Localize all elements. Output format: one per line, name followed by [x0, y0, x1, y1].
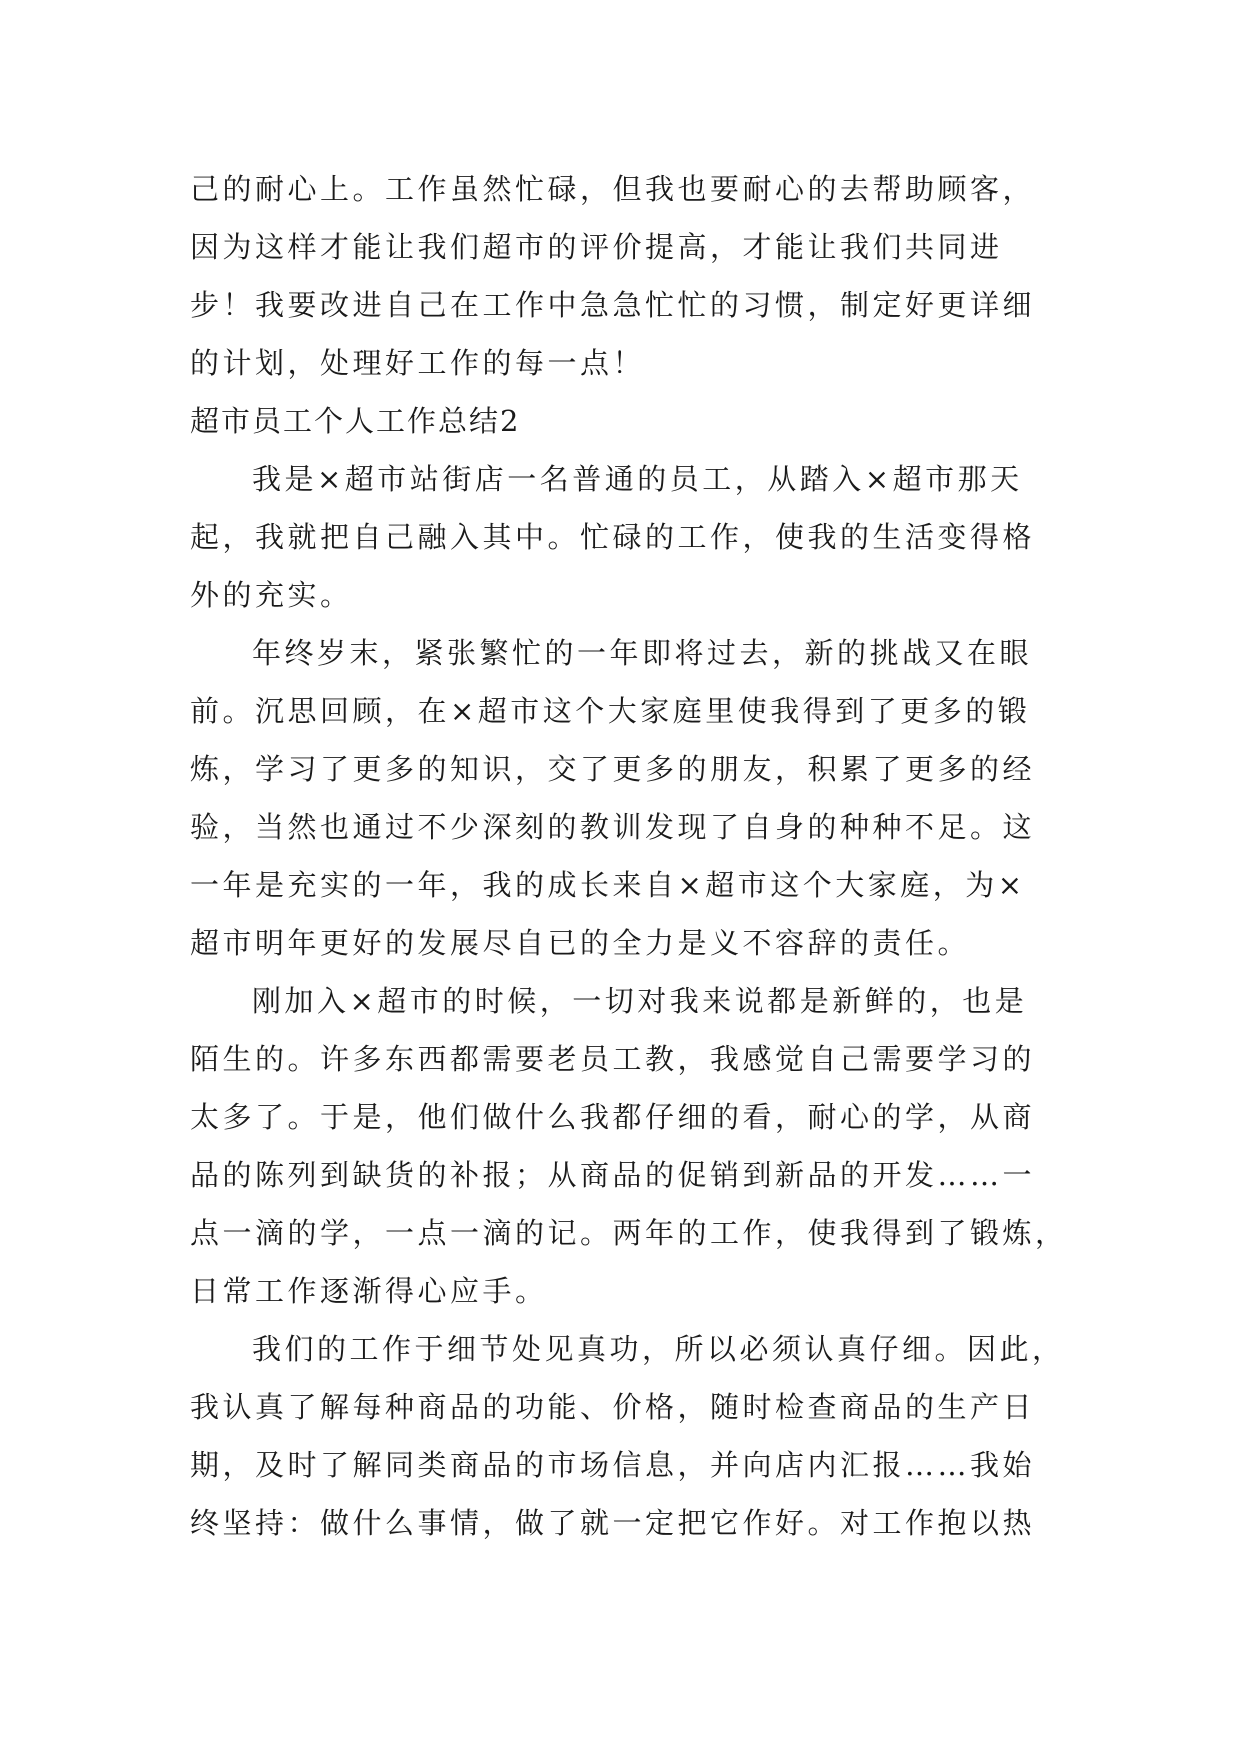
text-line: 外的充实。: [190, 578, 353, 612]
text-line: 我认真了解每种商品的功能、价格，随时检查商品的生产日: [190, 1390, 1036, 1424]
text-line: 前。沉思回顾，在×超市这个大家庭里使我得到了更多的锻: [190, 694, 1031, 728]
text-line: 我是×超市站街店一名普通的员工，从踏入×超市那天: [252, 462, 1023, 496]
text-line: 年终岁末，紧张繁忙的一年即将过去，新的挑战又在眼: [252, 636, 1033, 670]
text-line: 点一滴的学，一点一滴的记。两年的工作，使我得到了锻炼，: [190, 1216, 1068, 1250]
text-line: 步！我要改进自己在工作中急急忙忙的习惯，制定好更详细: [190, 288, 1036, 322]
text-line: 日常工作逐渐得心应手。: [190, 1274, 548, 1308]
text-line: 超市明年更好的发展尽自已的全力是义不容辞的责任。: [190, 926, 971, 960]
text-line: 陌生的。许多东西都需要老员工教，我感觉自己需要学习的: [190, 1042, 1036, 1076]
text-line: 终坚持：做什么事情，做了就一定把它作好。对工作抱以热: [190, 1506, 1036, 1540]
document-body: [190, 160, 1068, 1552]
text-line: 一年是充实的一年，我的成长来自×超市这个大家庭，为×: [190, 868, 1026, 902]
section-heading: 超市员工个人工作总结2: [190, 404, 521, 438]
text-line: 己的耐心上。工作虽然忙碌，但我也要耐心的去帮助顾客，: [190, 172, 1036, 206]
text-line: 炼，学习了更多的知识，交了更多的朋友，积累了更多的经: [190, 752, 1036, 786]
text-line: 验，当然也通过不少深刻的教训发现了自身的种种不足。这: [190, 810, 1036, 844]
text-line: 我们的工作于细节处见真功，所以必须认真仔细。因此，: [252, 1332, 1065, 1366]
text-line: 刚加入×超市的时候，一切对我来说都是新鲜的，也是: [252, 984, 1028, 1018]
text-line: 品的陈列到缺货的补报；从商品的促销到新品的开发……一: [190, 1158, 1036, 1192]
text-line: 期，及时了解同类商品的市场信息，并向店内汇报……我始: [190, 1448, 1036, 1482]
text-line: 太多了。于是，他们做什么我都仔细的看，耐心的学，从商: [190, 1100, 1036, 1134]
text-line: 的计划，处理好工作的每一点！: [190, 346, 646, 380]
text-line: 因为这样才能让我们超市的评价提高，才能让我们共同进: [190, 230, 1003, 264]
text-line: 起，我就把自己融入其中。忙碌的工作，使我的生活变得格: [190, 520, 1036, 554]
